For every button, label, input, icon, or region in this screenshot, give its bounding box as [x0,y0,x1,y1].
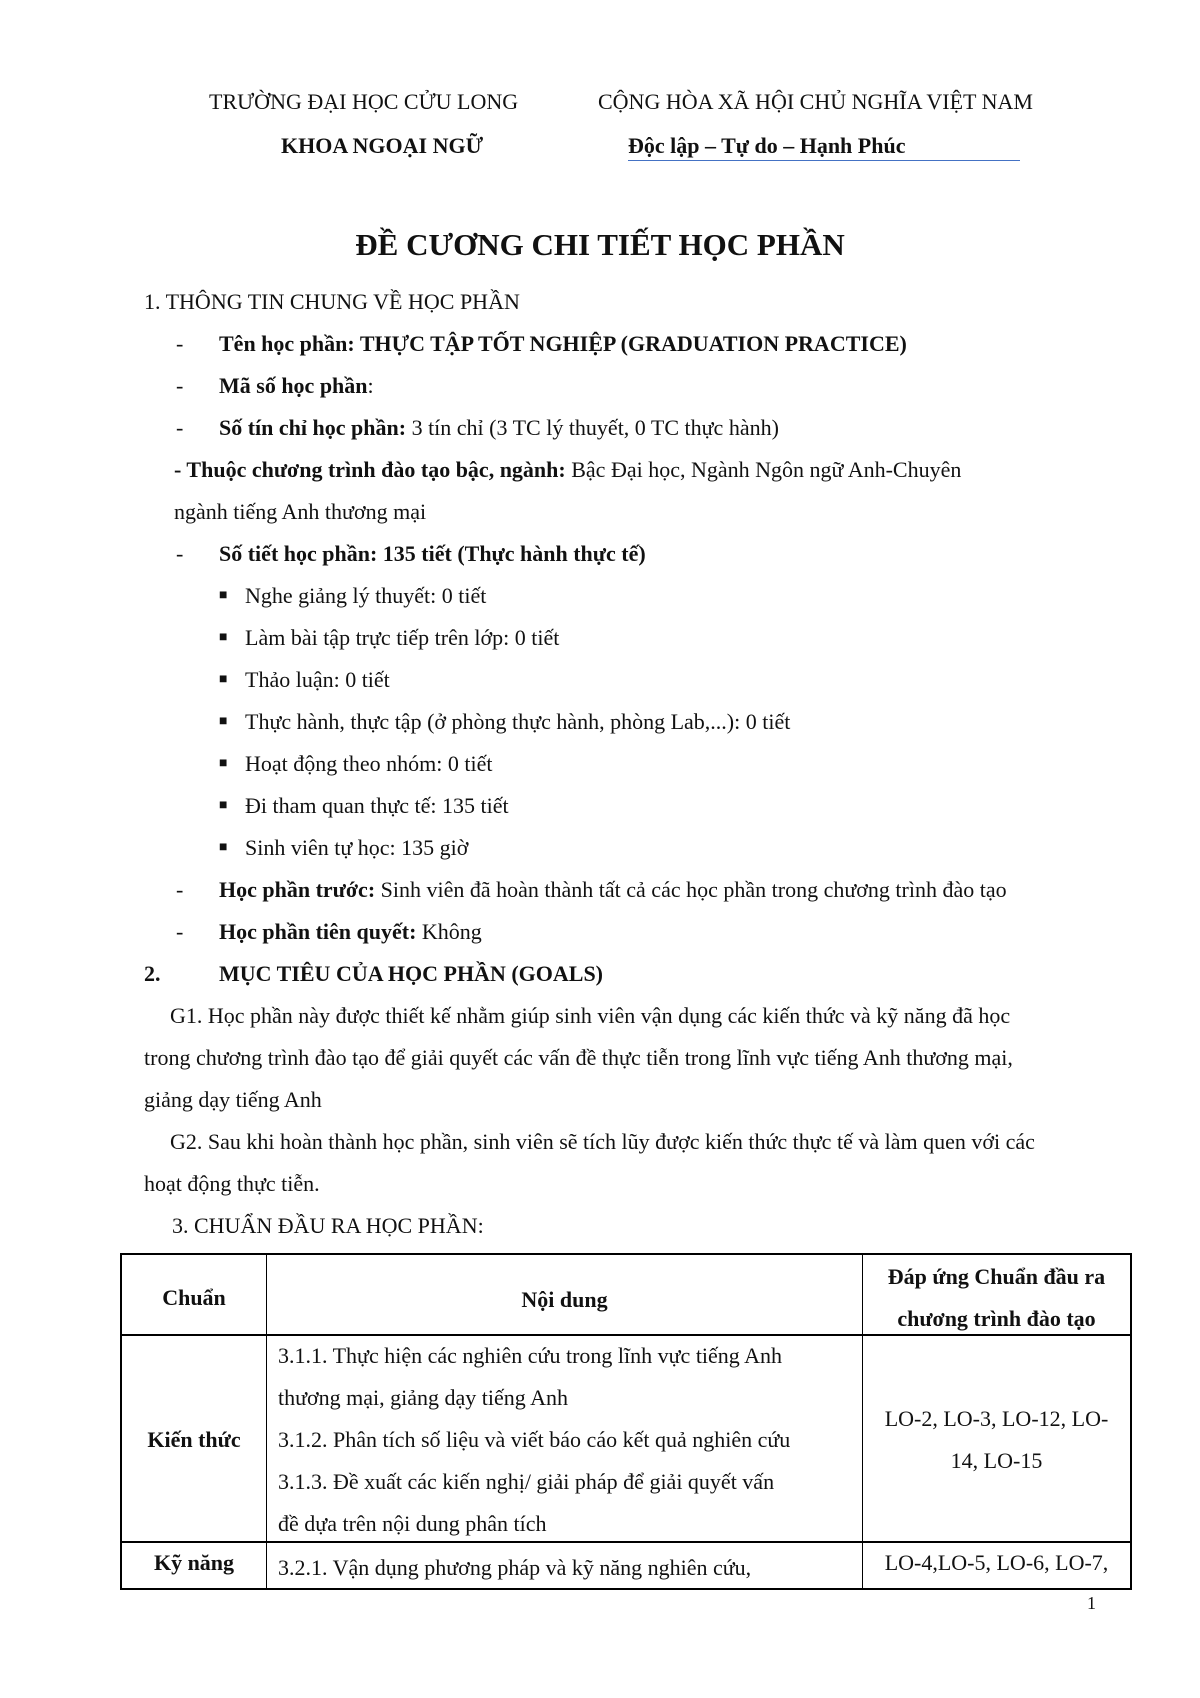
list-item: Làm bài tập trực tiếp trên lớp: 0 tiết [245,625,560,650]
course-code-label: Mã số học phần [219,373,368,398]
section3-heading: 3. CHUẨN ĐẦU RA HỌC PHẦN: [172,1213,484,1238]
program-label: - Thuộc chương trình đào tạo bậc, ngành: [174,457,566,482]
list-item [219,333,907,355]
list-item [219,417,779,439]
table-cell-line: 3.1.2. Phân tích số liệu và viết báo cáo kết quả nghiên cứu [278,1427,791,1452]
goal-g2-line2: hoạt động thực tiễn. [144,1171,320,1196]
program-line2: ngành tiếng Anh thương mại [174,499,427,524]
list-dash: - [176,541,184,566]
table-cell-line: 3.2.1. Vận dụng phương pháp và kỹ năng nghiên cứu, [278,1555,752,1580]
bullet-icon: ■ [219,588,228,603]
national-motto-line1: CỘNG HÒA XÃ HỘI CHỦ NGHĨA VIỆT NAM [598,89,1033,114]
row2-outcomes: LO-4,LO-5, LO-6, LO-7, [884,1550,1109,1575]
bullet-icon: ■ [219,756,228,771]
list-dash: - [176,415,184,440]
goal-g2-line1: G2. Sau khi hoàn thành học phần, sinh viên sẽ tích lũy được kiến thức thực tế và làm quen với các [170,1129,1035,1154]
periods-label: Số tiết học phần: 135 tiết (Thực hành thực tế) [219,541,646,566]
prereq-required-value: Không [416,919,482,944]
course-name-label: Tên học phần: [219,331,355,356]
bullet-icon: ■ [219,672,228,687]
table-header-content: Nội dung [521,1287,608,1312]
page-title: ĐỀ CƯƠNG CHI TIẾT HỌC PHẦN [355,227,845,262]
prereq-label: Học phần trước: [219,877,376,902]
table-border-top [120,1253,1132,1255]
prereq-value: Sinh viên đã hoàn thành tất cả các học phần trong chương trình đào tạo [375,877,1007,902]
table-row-divider [120,1541,1132,1543]
bullet-icon: ■ [219,840,228,855]
bullet-icon: ■ [219,630,228,645]
credits-value: 3 tín chỉ (3 TC lý thuyết, 0 TC thực hành) [406,415,779,440]
list-item: Nghe giảng lý thuyết: 0 tiết [245,583,487,608]
list-item: Sinh viên tự học: 135 giờ [245,835,469,860]
bullet-icon: ■ [219,798,228,813]
table-row-divider [120,1334,1132,1336]
faculty-name: KHOA NGOẠI NGỮ [281,133,484,158]
list-dash: - [176,373,184,398]
row1-outcomes-line2: 14, LO-15 [950,1448,1043,1473]
bullet-icon: ■ [219,714,228,729]
row-category-skills: Kỹ năng [153,1550,235,1575]
national-motto-line2: Độc lập – Tự do – Hạnh Phúc [628,133,906,158]
list-item: Hoạt động theo nhóm: 0 tiết [245,751,493,776]
list-dash: - [176,919,184,944]
table-cell-line: 3.1.1. Thực hiện các nghiên cứu trong lĩnh vực tiếng Anh [278,1343,782,1368]
row1-outcomes-line1: LO-2, LO-3, LO-12, LO- [884,1406,1109,1431]
course-code-value: : [367,373,374,398]
list-item: Thực hành, thực tập (ở phòng thực hành, phòng Lab,...): 0 tiết [245,709,791,734]
prereq-required-label: Học phần tiên quyết: [219,919,417,944]
table-cell-line: đề dựa trên nội dung phân tích [278,1511,547,1536]
table-border-right [1130,1253,1132,1590]
table-header-standard: Chuẩn [162,1285,226,1310]
credits-label: Số tín chỉ học phần: [219,415,407,440]
goal-g1-line3: giảng dạy tiếng Anh [144,1087,322,1112]
section1-heading: 1. THÔNG TIN CHUNG VỀ HỌC PHẦN [144,289,520,314]
table-border-bottom [120,1588,1132,1590]
page-number: 1 [1087,1593,1096,1613]
list-item: Đi tham quan thực tế: 135 tiết [245,793,509,818]
section2-heading: MỤC TIÊU CỦA HỌC PHẦN (GOALS) [219,961,604,986]
list-dash: - [176,331,184,356]
course-name-value: THỰC TẬP TỐT NGHIỆP (GRADUATION PRACTICE) [354,331,907,356]
section2-number: 2. [144,961,161,986]
table-header-outcomes-line1: Đáp ứng Chuẩn đầu ra [887,1264,1106,1289]
program-value: Bậc Đại học, Ngành Ngôn ngữ Anh-Chuyên [565,457,962,482]
goal-g1-line1: G1. Học phần này được thiết kế nhằm giúp sinh viên vận dụng các kiến thức và kỹ năng đã học [170,1003,1011,1028]
motto-underline [628,160,1020,161]
list-item [219,921,482,943]
row-category-knowledge: Kiến thức [147,1427,241,1452]
table-header-outcomes-line2: chương trình đào tạo [897,1306,1096,1331]
list-item [219,879,1007,901]
list-item: Thảo luận: 0 tiết [245,667,390,692]
table-cell-line: 3.1.3. Đề xuất các kiến nghị/ giải pháp để giải quyết vấn [278,1469,775,1494]
table-cell-line: thương mại, giảng dạy tiếng Anh [278,1385,568,1410]
list-dash: - [176,877,184,902]
university-name: TRƯỜNG ĐẠI HỌC CỬU LONG [209,89,519,114]
list-item [219,375,374,397]
program-line1 [174,459,961,481]
goal-g1-line2: trong chương trình đào tạo để giải quyết các vấn đề thực tiễn trong lĩnh vực tiếng Anh thương mại, [144,1045,1013,1070]
